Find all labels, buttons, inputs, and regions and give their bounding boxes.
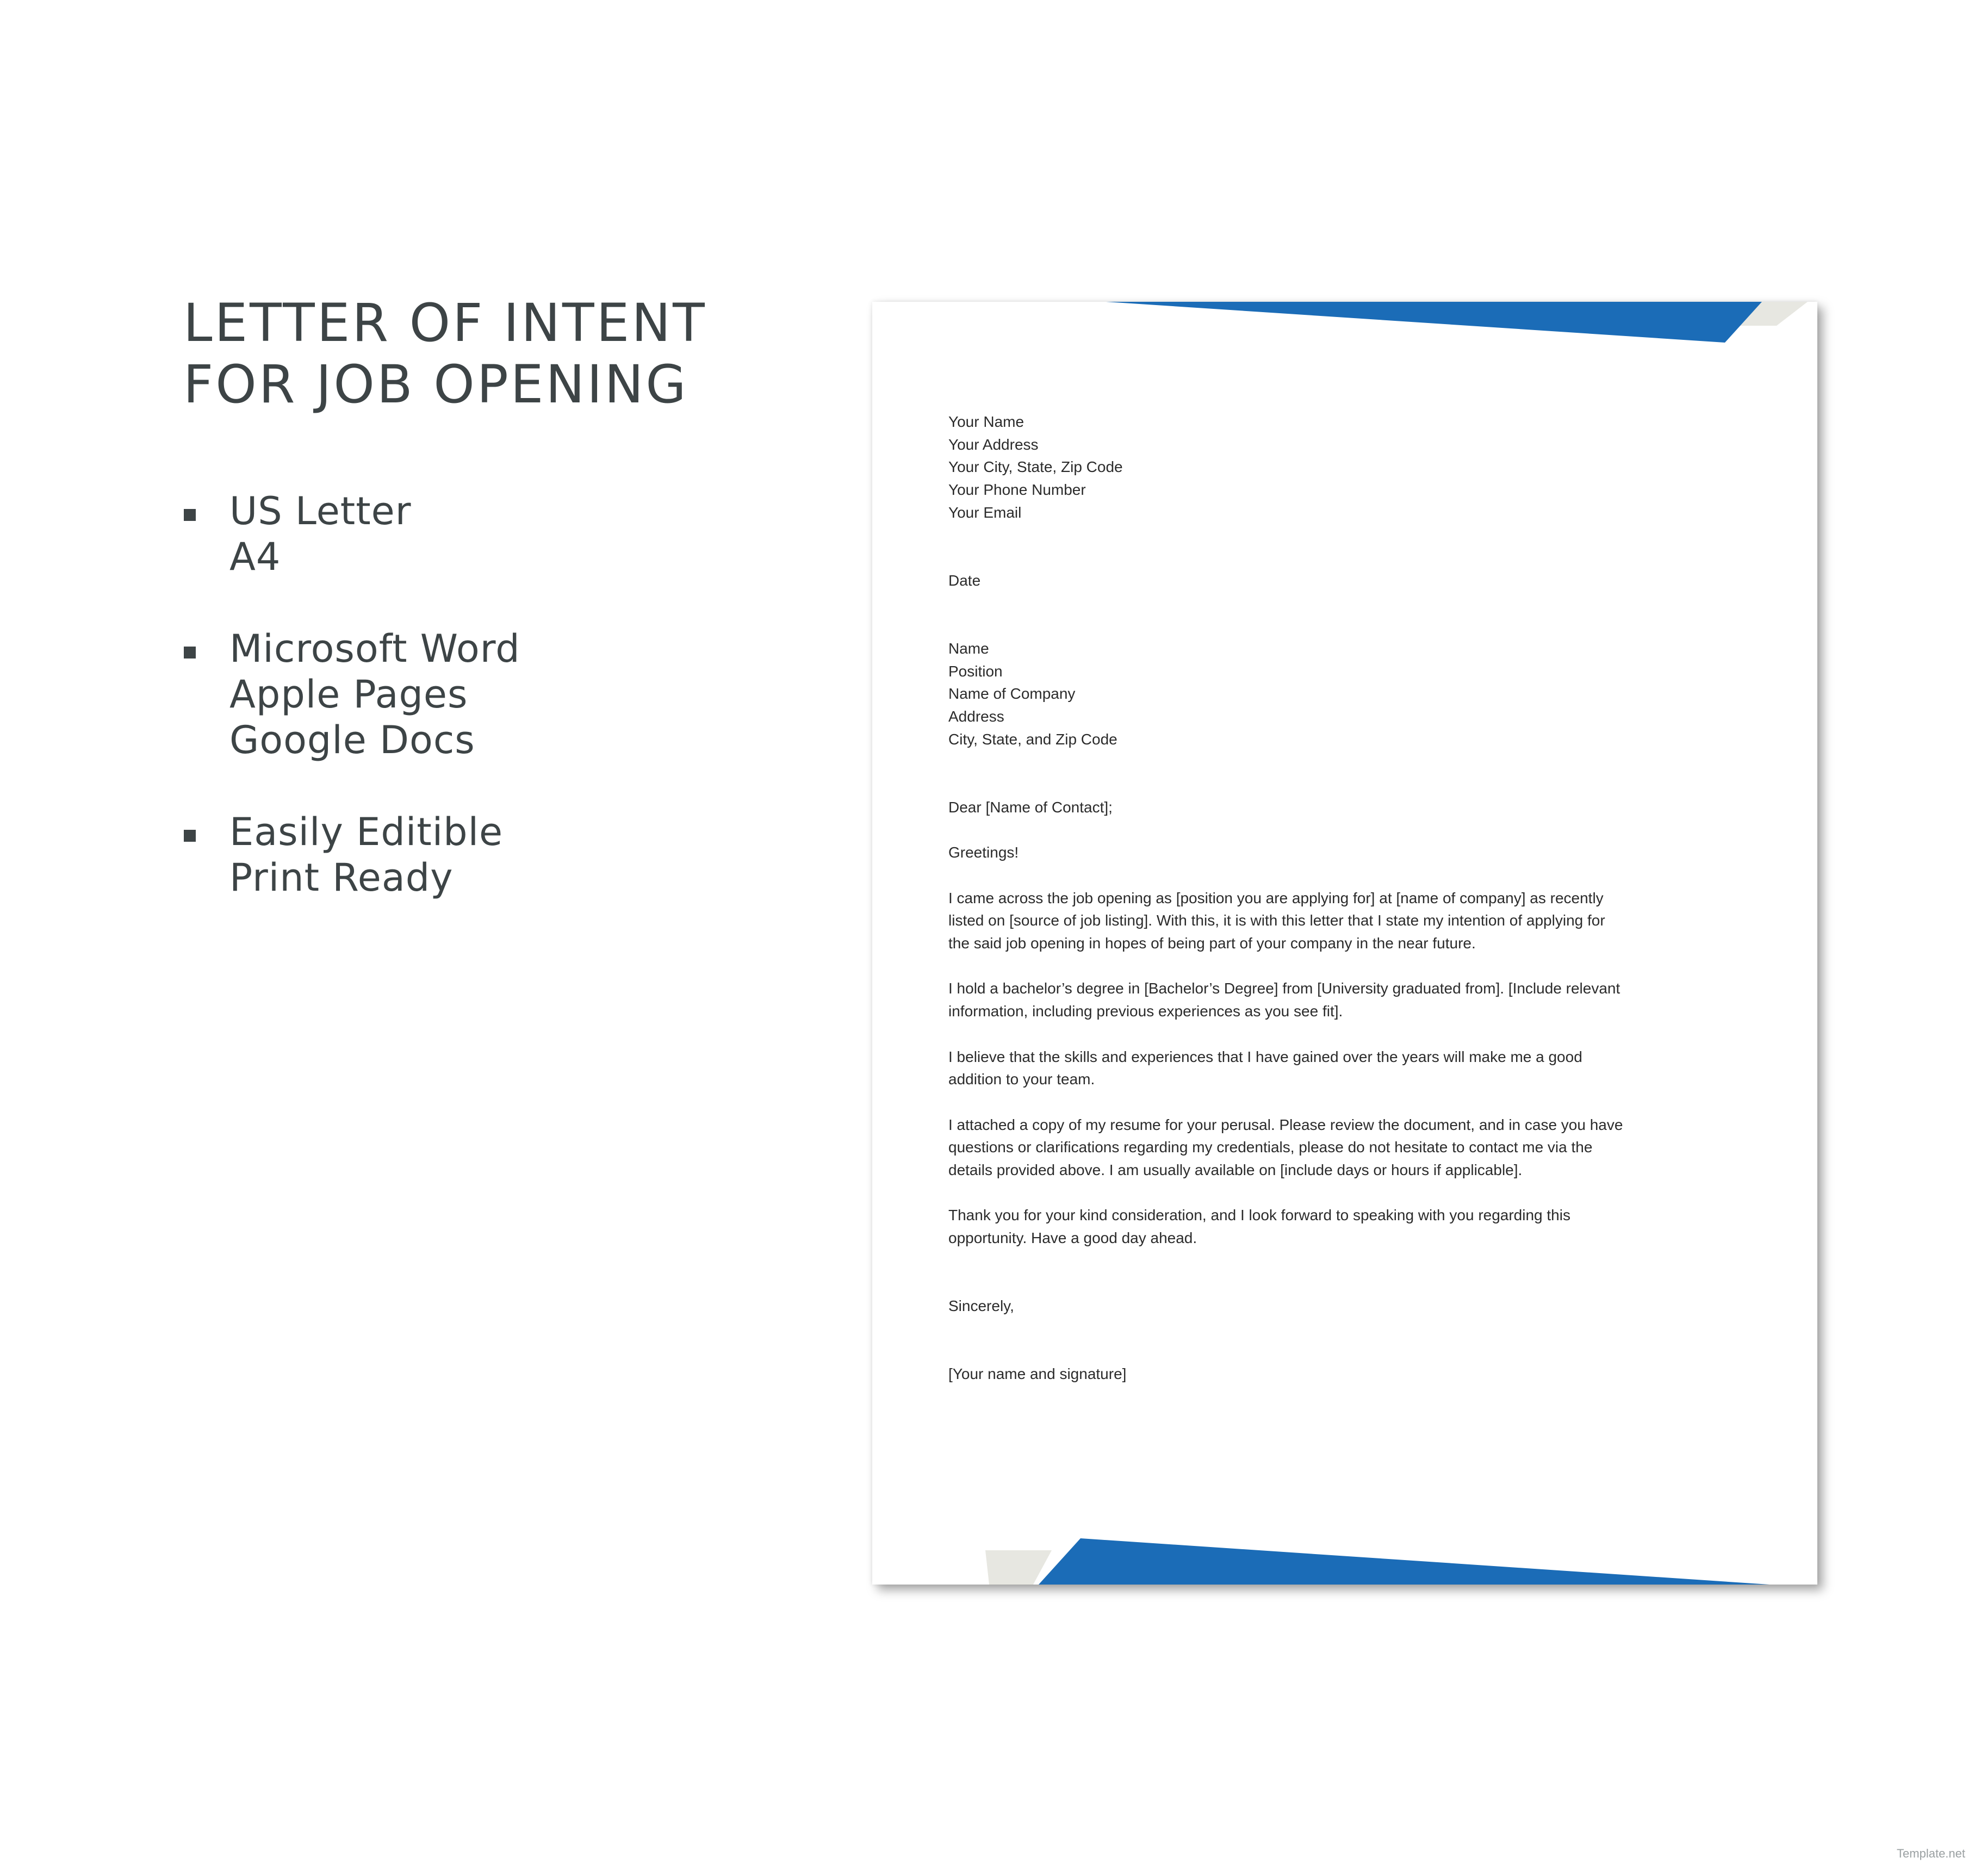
- bottom-grey-stripe: [985, 1550, 1052, 1585]
- promo-title-line-1: LETTER OF INTENT: [183, 293, 707, 353]
- feature-line: Easily Editible: [229, 810, 504, 854]
- paragraph-line: addition to your team.: [948, 1071, 1095, 1088]
- letter-date: Date: [948, 572, 981, 589]
- paragraph-line: I hold a bachelor’s degree in [Bachelor’s Degree] from [University graduated from]. [Include relevant: [948, 980, 1620, 997]
- recipient-name: Name: [948, 640, 989, 657]
- recipient-city: City, State, and Zip Code: [948, 730, 1117, 748]
- salutation: Dear [Name of Contact];: [948, 798, 1113, 816]
- body-paragraph-2: [948, 977, 1721, 1022]
- feature-item-formats: [179, 626, 778, 763]
- recipient-address: Address: [948, 708, 1004, 725]
- signature-placeholder: [Your name and signature]: [948, 1365, 1127, 1383]
- paragraph-line: Thank you for your kind consideration, and I look forward to speaking with you regarding this: [948, 1207, 1570, 1224]
- sender-city: Your City, State, Zip Code: [948, 458, 1123, 476]
- body-paragraph-1: [948, 887, 1721, 955]
- square-bullet-icon: [184, 647, 196, 659]
- sender-block: [948, 411, 1721, 524]
- feature-line: Apple Pages: [229, 672, 468, 717]
- paragraph-line: I came across the job opening as [position you are applying for] at [name of company] as recently: [948, 889, 1604, 906]
- feature-line: US Letter: [229, 489, 412, 533]
- paragraph-line: details provided above. I am usually available on [include days or hours if applicable].: [948, 1161, 1523, 1179]
- promo-title-line-2: FOR JOB OPENING: [183, 354, 688, 415]
- body-paragraph-3: [948, 1046, 1721, 1091]
- sender-email: Your Email: [948, 504, 1022, 521]
- sender-address: Your Address: [948, 436, 1039, 453]
- template-watermark: Template.net: [1897, 1847, 1965, 1860]
- paragraph-line: the said job opening in hopes of being part of your company in the near future.: [948, 935, 1476, 952]
- body-paragraph-5: [948, 1204, 1721, 1249]
- square-bullet-icon: [184, 830, 196, 842]
- letter-body: [948, 411, 1721, 1386]
- recipient-position: Position: [948, 662, 1003, 680]
- sender-phone: Your Phone Number: [948, 481, 1086, 499]
- paragraph-line: I believe that the skills and experiences that I have gained over the years will make me a good: [948, 1048, 1582, 1065]
- closing: Sincerely,: [948, 1297, 1014, 1315]
- recipient-company: Name of Company: [948, 685, 1076, 703]
- feature-item-paper-size: [179, 488, 778, 580]
- paragraph-line: information, including previous experiences as you see fit].: [948, 1003, 1343, 1020]
- letter-preview-sheet: [872, 302, 1817, 1585]
- bottom-blue-stripe: [1039, 1538, 1769, 1585]
- body-paragraph-4: [948, 1114, 1721, 1182]
- feature-item-editability: [179, 809, 778, 900]
- sender-name: Your Name: [948, 413, 1024, 430]
- promo-title: [183, 293, 836, 415]
- feature-line: Google Docs: [229, 718, 475, 762]
- paragraph-line: I attached a copy of my resume for your perusal. Please review the document, and in case you have: [948, 1116, 1623, 1133]
- square-bullet-icon: [184, 509, 196, 521]
- feature-line: Microsoft Word: [229, 626, 520, 671]
- paragraph-line: listed on [source of job listing]. With this, it is with this letter that I state my intention of applying for: [948, 912, 1605, 929]
- recipient-block: [948, 637, 1721, 751]
- paragraph-line: questions or clarifications regarding my credentials, please do not hesitate to contact me via the: [948, 1139, 1593, 1156]
- paragraph-line: opportunity. Have a good day ahead.: [948, 1229, 1197, 1247]
- feature-line: A4: [229, 535, 281, 579]
- top-blue-stripe: [1106, 302, 1762, 343]
- feature-line: Print Ready: [229, 855, 454, 900]
- greeting: Greetings!: [948, 844, 1019, 861]
